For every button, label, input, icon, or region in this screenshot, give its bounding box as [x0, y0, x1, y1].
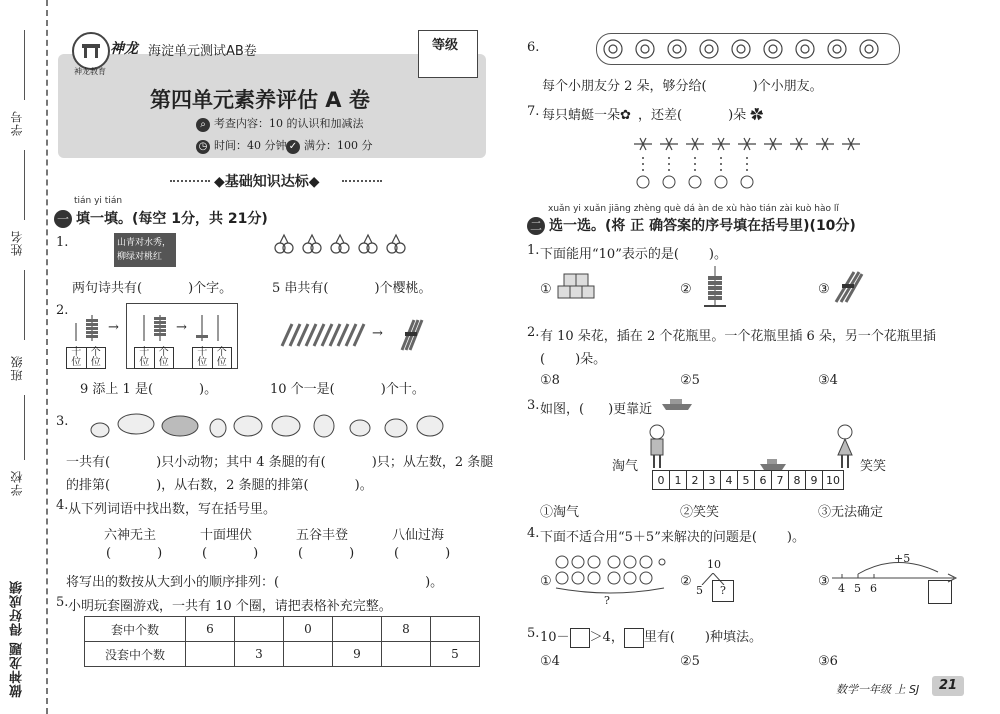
idiom: 五谷丰登 [296, 528, 349, 543]
section-heading: ◆基础知识达标◆ [214, 174, 320, 190]
table-cell [284, 642, 333, 667]
abacus: 十位 个位 [192, 313, 232, 361]
question-number: 4. [56, 498, 69, 513]
check-icon: ✓ [286, 140, 300, 154]
table-cell [382, 642, 431, 667]
answer-bracket: ( ) [106, 546, 163, 561]
boy-icon [646, 424, 668, 474]
tree-left-number: 5 [696, 584, 703, 597]
number-cell: 8 [789, 471, 806, 490]
part1-title: 填一填。(每空 1分，共 21分) [76, 211, 268, 227]
q5-text: 小明玩套圈游戏，一共有 10 个圈，请把表格补充完整。 [68, 599, 392, 614]
answer-box [928, 580, 952, 604]
flower-icon: ✿ [746, 108, 764, 123]
cubes-icon [556, 272, 602, 306]
p2q2-line1: 有 10 朵花，插在 2 个花瓶里。一个花瓶里插 6 朵，另一个花瓶里插 [540, 329, 936, 344]
brand-logo-icon [72, 32, 110, 70]
number-cell: 9 [806, 471, 823, 490]
divider [342, 180, 382, 182]
cherry-cluster-icon [272, 232, 412, 260]
exam-score: ✓ 满分：100 分 [286, 137, 373, 154]
q2-answer-b: 10 个一是( )个十。 [270, 382, 425, 397]
table-cell [431, 617, 480, 642]
question-number: 5. [527, 626, 540, 641]
arrow-right-icon: → [108, 320, 119, 335]
table-cell [186, 642, 235, 667]
class-label: 班级 [10, 355, 24, 381]
exam-time: ◷ 时间：40 分钟 [196, 137, 287, 154]
number-cell: 1 [670, 471, 687, 490]
question-number: 1. [56, 235, 69, 250]
option-3: ③6 [818, 654, 838, 669]
student-number-label: 学号 [10, 110, 24, 136]
line-number: 6 [870, 582, 877, 595]
arrow-right-icon: → [176, 320, 187, 335]
divider [170, 180, 210, 182]
answer-bracket: ( ) [298, 546, 355, 561]
table-cell: 6 [186, 617, 235, 642]
slogan: 做神龙题 得好成绩 [10, 580, 25, 698]
table-cell: 3 [235, 642, 284, 667]
answer-bracket: ( ) [202, 546, 259, 561]
abacus: 十位 个位 [66, 313, 106, 361]
q2-answer-a: 9 添上 1 是( )。 [80, 382, 218, 397]
idiom: 十面埋伏 [200, 528, 253, 543]
q1-answer-a: 两句诗共有( )个字。 [72, 281, 233, 296]
arc-label: +5 [894, 552, 911, 565]
abacus: 十位 个位 [134, 313, 174, 361]
table-header: 套中个数 [85, 617, 186, 642]
option-3: ③ [818, 574, 830, 589]
line-number: 5 [854, 582, 861, 595]
question-mark: ? [604, 594, 610, 607]
poem-board: 山青对水秀，柳绿对桃红 [114, 233, 176, 267]
question-number: 3. [56, 414, 69, 429]
option-3: ③无法确定 [818, 505, 884, 520]
grade-label: 等级 [432, 38, 459, 53]
ship-icon [660, 396, 694, 416]
option-1: ①淘气 [540, 505, 580, 520]
part-number-badge: 一 [54, 210, 72, 228]
part2-title: 选一选。(将 正 确答案的序号填在括号里)(10分) [549, 218, 856, 234]
stick-bundle-icon [398, 318, 424, 356]
divider [24, 150, 25, 220]
table-cell: 8 [382, 617, 431, 642]
q1-answer-b: 5 串共有( )个樱桃。 [272, 281, 432, 296]
question-number: 2. [527, 325, 540, 340]
option-1: ①4 [540, 654, 560, 669]
p2q3-text: 如图，( )更靠近 [540, 402, 653, 417]
series-title: 海淀单元测试AB卷 [148, 44, 257, 59]
number-cell: 4 [721, 471, 738, 490]
idiom: 六神无主 [104, 528, 157, 543]
p2q5-text: 10－ ＞4， 里有( )种填法。 [540, 626, 762, 648]
number-cell: 0 [653, 471, 670, 490]
part2-pinyin: xuǎn yi xuǎn jiāng zhèng què dá àn de xù hào tián zài kuò hào lǐ [548, 204, 839, 214]
flower-group [596, 33, 900, 65]
right-child-name: 笑笑 [860, 459, 887, 474]
option-2: ②5 [680, 373, 700, 388]
flowers-group-icon [554, 554, 666, 602]
p2q1-text: 下面能用“10”表示的是( )。 [540, 247, 727, 262]
answer-box [624, 628, 644, 648]
table-row [85, 642, 480, 667]
table-row [85, 617, 480, 642]
divider [24, 395, 25, 460]
answer-bracket: ( ) [394, 546, 451, 561]
number-cell: 2 [687, 471, 704, 490]
table-header: 没套中个数 [85, 642, 186, 667]
number-cell: 10 [823, 471, 844, 490]
option-1: ①8 [540, 373, 560, 388]
q7-text: 每只蜻蜓一朵✿ ，还差( )朵 ✿ [542, 108, 764, 123]
answer-box [570, 628, 590, 648]
number-line [652, 470, 844, 490]
option-3: ③ [818, 282, 830, 297]
dragonflies-icon [630, 134, 870, 200]
clock-icon: ◷ [196, 140, 210, 154]
table-cell [235, 617, 284, 642]
table-row [653, 471, 844, 490]
number-cell: 7 [772, 471, 789, 490]
brand-mark: 神龙 [110, 41, 138, 57]
table-cell: 5 [431, 642, 480, 667]
option-2: ②5 [680, 654, 700, 669]
tree-top-number: 10 [707, 558, 721, 571]
school-label: 学校 [10, 470, 24, 496]
sticks-icon [278, 320, 368, 354]
search-icon: ⌕ [196, 118, 210, 132]
left-child-name: 淘气 [612, 459, 639, 474]
q4-sort: 将写出的数按从大到小的顺序排列：( )。 [66, 575, 444, 590]
part-number-badge: 二 [527, 217, 545, 235]
option-2: ② [680, 574, 692, 589]
p2q2-line2: ( )朵。 [540, 352, 607, 367]
divider [24, 30, 25, 100]
brand-name: 神龙教育 [74, 67, 106, 76]
p2q4-text: 下面不适合用“5＋5”来解决的问题是( )。 [540, 530, 805, 545]
question-number: 1. [527, 243, 540, 258]
animals-illustration-icon [88, 402, 448, 446]
table-cell [333, 617, 382, 642]
q3-line1: 一共有( )只小动物；其中 4 条腿的有( )只；从左数，2 条腿 [66, 455, 494, 470]
stick-bundle-icon [832, 270, 864, 308]
ring-toss-table [84, 616, 480, 667]
option-1: ① [540, 282, 552, 297]
question-number: 4. [527, 526, 540, 541]
option-1: ① [540, 574, 552, 589]
page-number: 21 [932, 676, 964, 696]
number-cell: 5 [738, 471, 755, 490]
exam-scope: ⌕ 考查内容：10 的认识和加减法 [196, 115, 364, 132]
number-cell: 3 [704, 471, 721, 490]
option-2: ②笑笑 [680, 505, 720, 520]
q6-text: 每个小朋友分 2 朵，够分给( )个小朋友。 [542, 79, 823, 94]
binding-sidebar [0, 0, 48, 714]
name-label: 姓名 [10, 230, 24, 256]
flower-icon: ✿ [620, 108, 631, 123]
question-number: 3. [527, 398, 540, 413]
question-number: 5. [56, 595, 69, 610]
idiom: 八仙过海 [392, 528, 445, 543]
page-title: 第四单元素养评估 A 卷 [150, 88, 370, 112]
footer-subject: 数学一年级 上 SJ [836, 683, 920, 696]
divider [24, 270, 25, 340]
question-number: 2. [56, 303, 69, 318]
table-cell: 9 [333, 642, 382, 667]
girl-icon [834, 424, 856, 474]
part1-pinyin: tián yi tián [74, 196, 123, 206]
answer-box: ? [712, 580, 734, 602]
line-number: 4 [838, 582, 845, 595]
q4-text: 从下列词语中找出数，写在括号里。 [68, 502, 277, 517]
arrow-right-icon: → [372, 326, 383, 341]
option-3: ③4 [818, 373, 838, 388]
q3-line2: 的排第( )，从右数，2 条腿的排第( )。 [66, 478, 373, 493]
table-cell: 0 [284, 617, 333, 642]
question-number: 6. [527, 40, 540, 55]
abacus-icon [704, 266, 726, 312]
question-number: 7. [527, 104, 540, 119]
number-cell: 6 [755, 471, 772, 490]
option-2: ② [680, 282, 692, 297]
